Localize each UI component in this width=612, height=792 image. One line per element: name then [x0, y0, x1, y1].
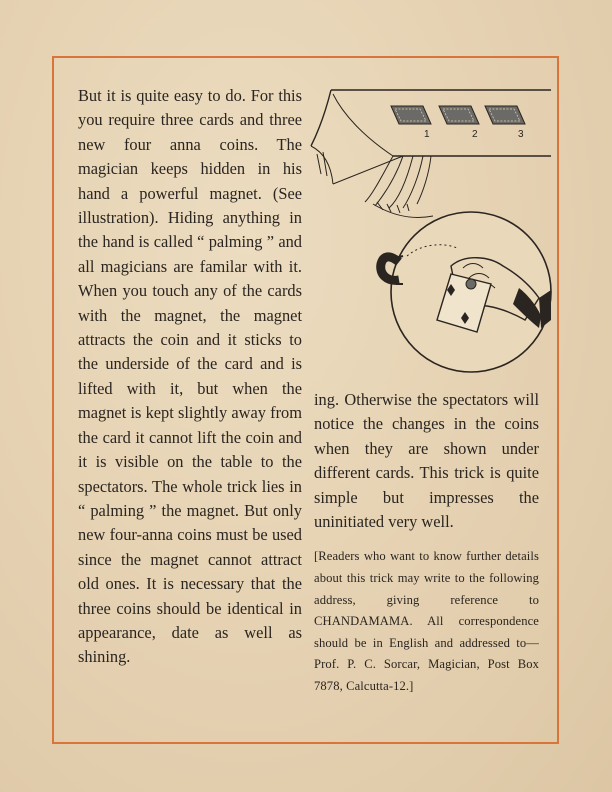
card-3: [485, 106, 525, 124]
card-label-3: 3: [518, 129, 524, 140]
left-text-column: [78, 84, 302, 670]
right-text-column: [314, 388, 539, 698]
magic-trick-illustration: [303, 84, 553, 379]
reader-note: [Readers who want to know further details about this trick may write to the following address, giving reference to CHANDAMAMA. All correspondence should be in English and addressed to—Prof. P. C. Sorcar, Magician, Post Box 7878, Calcutta-12.]: [314, 549, 539, 693]
card-label-2: 2: [472, 129, 478, 140]
card-2: [439, 106, 479, 124]
coin: [466, 279, 476, 289]
table-cloth-left-edge: [311, 90, 331, 146]
card-1: [391, 106, 431, 124]
card-label-1: 1: [424, 129, 430, 140]
right-column-paragraph: ing. Otherwise the spectators will notice the changes in the coins when they are shown under different cards. This trick is quite simple but impresses the uninitiated very well.: [314, 390, 539, 532]
left-column-paragraph: But it is quite easy to do. For this you require three cards and three new four anna coins. The magician keeps hidden in his hand a powerful magnet. (See illustration). Hiding anything in the hand is called “ palming ” and all magicians are familar with it. When you touch any of the cards with the magnet, the magnet attracts the coin and it sticks to the underside of the card and is lifted with it, but when the magnet is kept slightly away from the card it cannot lift the coin and it is visible on the table to the spectators. The whole trick lies in “ palming ” the magnet. But only new four-anna coins must be used since the magnet cannot attract old ones. It is necessary that the three coins should be identical in appearance, date as well as shining.: [78, 86, 302, 667]
